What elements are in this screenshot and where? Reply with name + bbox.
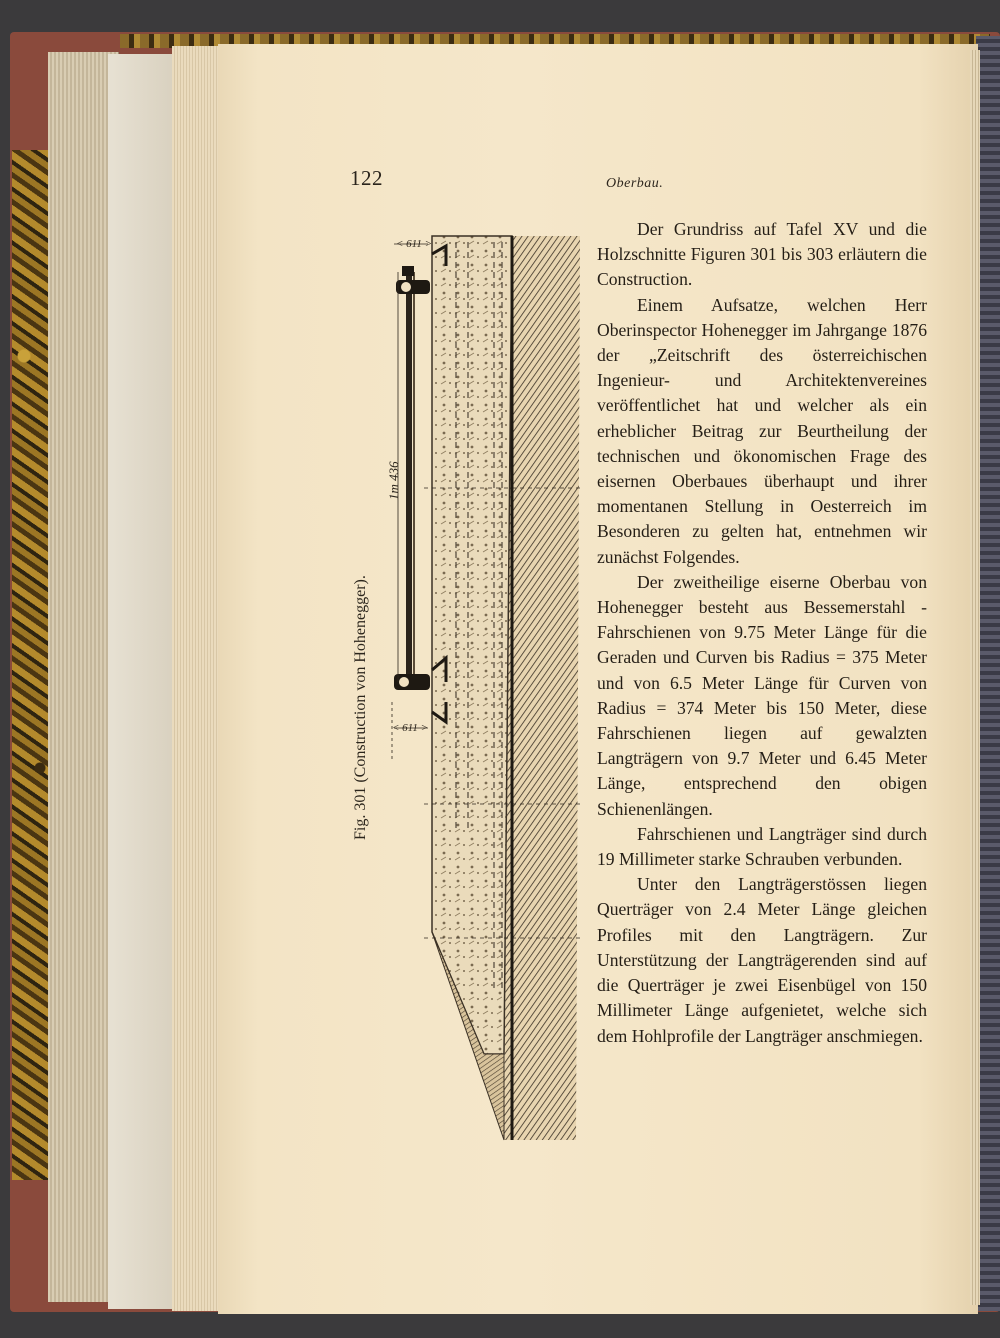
dimension-top: < 611 > (396, 238, 433, 250)
marbled-endpaper (12, 150, 52, 1180)
rail (406, 272, 412, 684)
ballast-bed (432, 236, 512, 1054)
embankment-right (504, 236, 580, 1140)
page-edge-right (970, 50, 980, 1305)
figure-illustration (384, 232, 584, 1144)
paragraph: Einem Aufsatze, welchen Herr Oberinspector Hohenegger im Jahrgange 1876 der „Zeitschrift des österreichischen Ingenieur- und Architektenvereines veröffentlichet hat und welcher als ein erheblicher Beitrag zur Beurtheilung der technischen und ökonomischen Frage des eisernen Oberbaues überhaupt und ihrer momentanen Stellung in Oesterreich im Besonderen zu gelten hat, entnehmen wir zunächst Folgendes. (597, 294, 927, 567)
paragraph: Unter den Langträgerstössen liegen Querträger von 2.4 Meter Länge gleichen Profiles mit den Langträgern. Zur Unterstützung der Langträgerenden sind auf die Querträger je zwei Eisenbügel von 150 Millimeter Länge aufgenietet, welche sich dem Hohlprofile der Langträger anschmiegen. (597, 874, 927, 1046)
paragraph: Fahrschienen und Langträger sind durch 19 Millimeter starke Schrauben verbunden. (597, 823, 927, 870)
dimension-bottom: < 611 > (392, 722, 429, 734)
paragraph: Der Grundriss auf Tafel XV und die Holzschnitte Figuren 301 bis 303 erläutern die Construction. (597, 219, 927, 290)
track-drawing (384, 232, 584, 1144)
page-stack-gutter (172, 46, 220, 1311)
left-leaf (108, 54, 178, 1309)
page-number: 122 (350, 166, 383, 190)
running-head: Oberbau. (606, 176, 664, 191)
paragraph: Der zweitheilige eiserne Oberbau von Hohenegger besteht aus Bessemerstahl - Fahrschienen von 9.75 Meter Länge für die Geraden und Curven bis Radius = 375 Meter und von 6.5 Meter Länge für Curven von Radius = 374 Meter bis 150 Meter, diese Fahrschienen liegen auf gewalzten Langträgern von 9.7 Meter und 6.45 Meter Länge, entsprechend den obigen Schienenlängen. (597, 571, 927, 819)
figure-caption: Fig. 301 (Construction von Hohenegger). (352, 575, 369, 840)
body-text (597, 217, 927, 1049)
dimension-middle: 1m 436 (386, 461, 401, 500)
